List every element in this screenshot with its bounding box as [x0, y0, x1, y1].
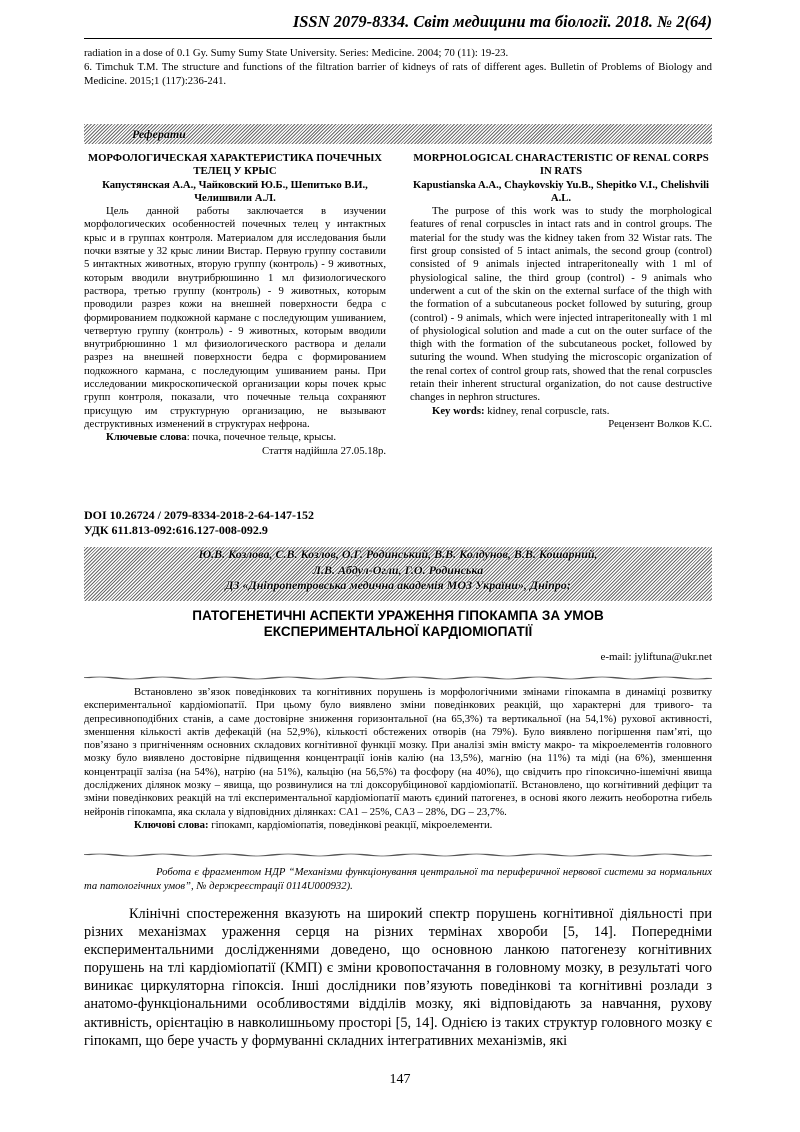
doi: DOI 10.26724 / 2079-8334-2018-2-64-147-152: [84, 508, 314, 522]
abstract-ru: [84, 152, 386, 458]
funding-note: Робота є фрагментом НДР “Механізми функціонування центральної та периферичної нервової системи за нормальних та патологічних умов”, № держреєстрації 0114U000932).: [84, 866, 712, 893]
header-rule: [84, 38, 712, 39]
abstract-top-rule: [84, 676, 712, 680]
udc: УДК 611.813-092:616.127-008-092.9: [84, 523, 268, 537]
abstract-en-body: The purpose of this work was to study the morphological features of renal corpuscles in intact rats and in control groups. The material for the study was the kidney taken from 32 Wistar rats. The first group consisted of 5 intact animals, the second group (control) consisted of 9 animals injected intraperitoneally with 1 ml of physiological saline, the third group (control) - 9 animals who underwent a cut of the skin on the external surface of the thigh with the formation of a subcutaneous pocket followed by suturing, group (control) - 9 animals, which were injected intraperitoneally with 1 ml of physiological solution and made a cut on the outer surface of the thigh with the formation of the subcutaneous pocket, followed by suturing the wound. When studying the microscopic organization of the renal cortex of control group rats, showed that the renal corpuscles retain their inherent structural organization, do not cause destructive changes in nephron structures.: [410, 205, 712, 404]
keywords-value: гіпокамп, кардіоміопатія, поведінкові реакції, мікроелементи.: [208, 818, 493, 831]
abstract-en-keywords: [410, 405, 712, 418]
doi-block: [84, 508, 314, 538]
abstract-ru-title: МОРФОЛОГИЧЕСКАЯ ХАРАКТЕРИСТИКА ПОЧЕЧНЫХ ТЕЛЕЦ У КРЫС: [88, 152, 382, 178]
authors-block: [84, 547, 712, 594]
journal-header: ISSN 2079-8334. Світ медицини та біології. 2018. № 2(64): [292, 12, 712, 31]
article-title-line: ЕКСПЕРИМЕНТАЛЬНОЇ КАРДІОМІОПАТІЇ: [263, 624, 533, 639]
abstract-ua: [84, 686, 712, 832]
reference-item: radiation in a dose of 0.1 Gy. Sumy Sumy State University. Series: Medicine. 2004; 70 (11): 19-23.: [84, 47, 509, 59]
abstract-ru-authors: Капустянская А.А., Чайковский Ю.Б., Шепитько В.И., Челишвили А.Л.: [102, 178, 368, 204]
received-date: Стаття надійшла 27.05.18р.: [261, 444, 386, 457]
abstract-en: [410, 152, 712, 431]
main-text-paragraph: Клінічні спостереження вказують на широкий спектр порушень когнітивної діяльності при різних механізмах ураження серця на різних термінах хвороби [5, 14]. Попередніми експериментальними дослідженнями доведено, що основною ланкою патогенезу когнітивних порушень на тлі кардіоміопатії (КМП) є зміни кровопостачання в головному мозку, в результаті чого виникає циркуляторна гіпоксія. Інші дослідники пов’язують поведінкові та когнітивні розлади з анатомо-функціональними особливостями відділів мозку, які відповідають за навчання, рухову активність, орієнтацію в навколишньому просторі [5, 14]. Однією із таких структур головного мозку є гіпокамп, що бере участь у формуванні складних інтегративних механізмів, які: [84, 906, 712, 1049]
page-number: 147: [389, 1072, 411, 1087]
abstract-en-title: MORPHOLOGICAL CHARACTERISTIC OF RENAL CORPS IN RATS: [413, 152, 709, 178]
authors-line: Ю.В. Козлова, С.В. Козлов, О.Г. Родинський, В.В. Колдунов, В.В. Кошарний,: [198, 547, 598, 561]
abstract-bottom-rule: [84, 853, 712, 857]
abstract-ua-keywords: [84, 819, 712, 832]
keywords-label: Ключевые слова: [106, 431, 187, 444]
reference-list: [84, 47, 712, 88]
reference-item: 6. Timchuk T.M. The structure and functions of the filtration barrier of kidneys of rats of different ages. Bulletin of Problems of Biology and Medicine. 2015;1 (117):236-241.: [84, 60, 712, 87]
contact-email: e-mail: jyliftuna@ukr.net: [600, 651, 712, 663]
abstract-ru-keywords: [84, 431, 386, 444]
article-title-line: ПАТОГЕНЕТИЧНІ АСПЕКТИ УРАЖЕННЯ ГІПОКАМПА ЗА УМОВ: [192, 608, 604, 623]
abstract-ua-body: Встановлено зв’язок поведінкових та когнітивних порушень із морфологічними змінами гіпокампа в динаміці розвитку експериментальної кардіоміопатії. При цьому було виявлено зміни поведінкових реакцій, що характерні для тривого- та депресивноподібних станів, а саме достовірне зниження горизонтальної (на 65,3%) та вертикальної (на 54,1%) рухової активності, зменшення кількості актів дефекацій (на 52,9%), кількості обстежених отворів (на 79%). Було виявлено погіршення пам’яті, що пов’язано з пригніченням основних складових когнітивної функції мозку. При аналізі змін вмісту макро- та мікроелементів головного мозку було виявлено достовірне підвищення концентрації іонів калію (на 13,5%), магнію (на 11%) та міді (на 6%), зменшення концентрації заліза (на 54%), натрію (на 51%), кальцію (на 56,5%) та фосфору (на 40%), що свідчить про гіпоксично-ішемічні явища досліджених ділянок мозку – явища, що розвинулися на тлі доксорубіцинової кардіоміопатії. Встановлено, що когнітивний дефіцит та зміни поведінкових реакцій на тлі експериментальної кардіоміопатії мають єдиний патогенез, в основі якого лежить необоротна гибель нейронів гіпокампа, яка склала у відповідних ділянках: CA1 – 25%, CA3 – 28%, DG – 23,7%.: [84, 686, 712, 818]
reviewer: Рецензент Волков К.С.: [608, 417, 712, 430]
abstract-en-authors: Kapustianska A.A., Chaykovskiy Yu.B., Shepitko V.I., Chelishvili A.L.: [412, 178, 710, 204]
affiliation: ДЗ «Дніпропетровська медична академія МОЗ України», Дніпро;: [225, 578, 571, 592]
keywords-value: kidney, renal corpuscle, rats.: [484, 404, 610, 417]
authors-line: Л.В. Абдул-Огли, Г.О. Родинська: [312, 562, 484, 577]
keywords-label: Ключові слова:: [134, 818, 209, 831]
keywords-label: Key words:: [432, 404, 485, 417]
section-label: Реферати: [132, 127, 186, 141]
article-title: [84, 608, 712, 640]
keywords-value: : почка, почечное тельце, крысы.: [186, 431, 337, 444]
abstract-ru-body: Цель данной работы заключается в изучении морфологических особенностей почечных телец у интактных крыс и в группах контроля. Материалом для исследования были почки взятые у 32 крыс линии Вистар. Первую группу составили 5 интактных животных, вторую группу (контроль) - 9 животных, которым вводили внутрибрюшинно 1 мл физиологического раствора, третью группу (контроль) - 9 животных, которым проводили разрез кожи на внешней поверхности бедра с формированием подкожной кармане с последующим ушиванием, четвертую группу (контроль) - 9 животных, которым вводили внутрибрюшинно 1 мл физиологического раствора и делали разрез на внешней поверхности бедра с формированием подкожного кармана, с последующим ушиванием раны. При исследовании микроскопической организации коры почек крыс групп контроля, показали, что почечные тельца сохраняют присущую им структурную организацию, не вызывают деструктивных изменений в структурах нефрона.: [84, 205, 386, 430]
